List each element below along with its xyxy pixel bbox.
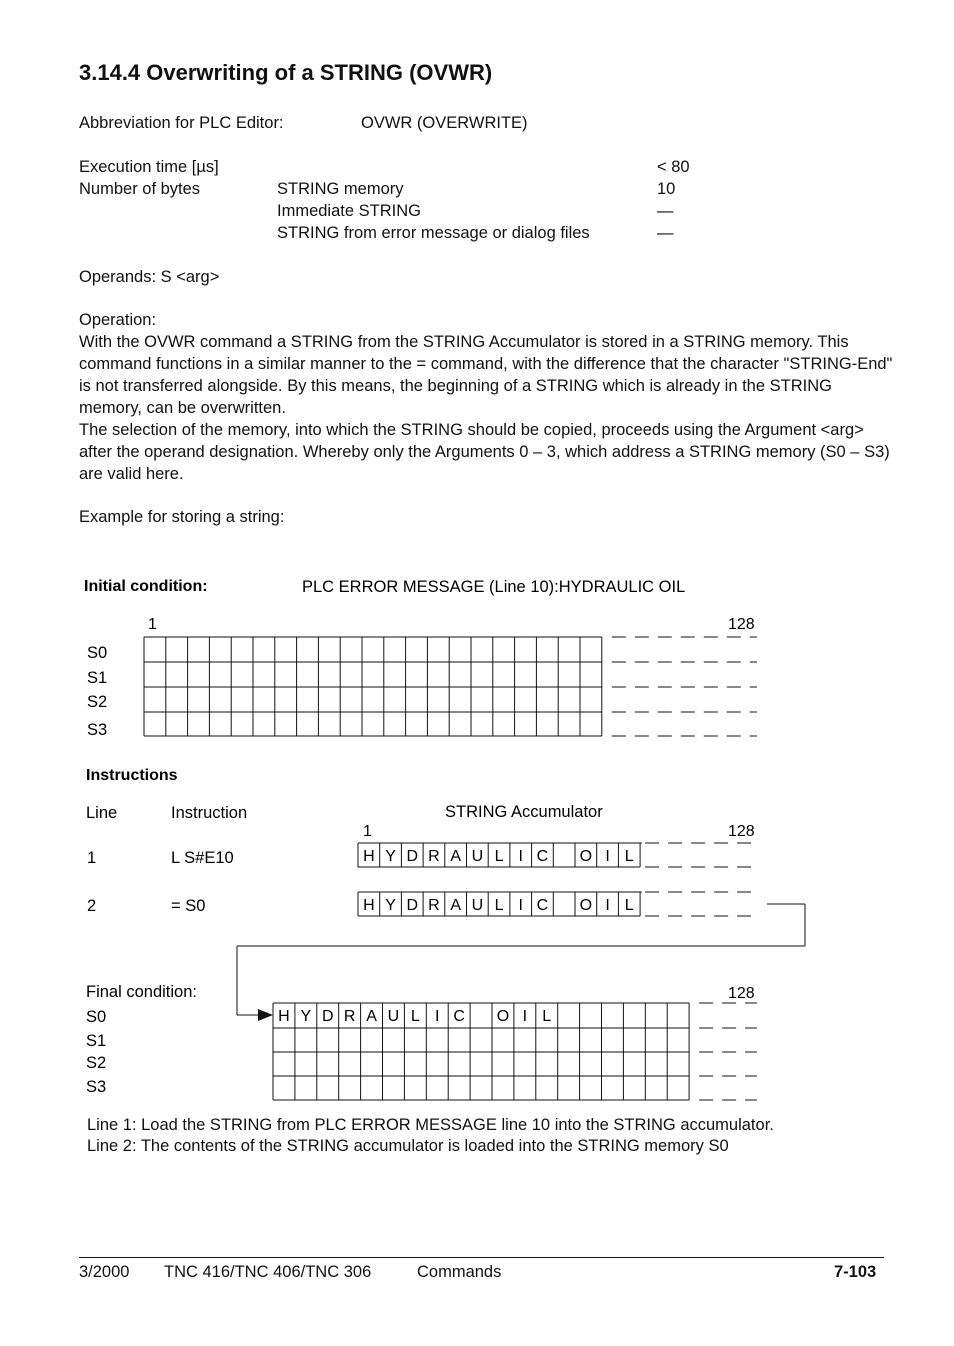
final-s0-character: R <box>343 1008 356 1025</box>
final-s0-character: O <box>496 1008 510 1025</box>
accumulator-character: C <box>536 897 549 914</box>
execution-time-value: < 80 <box>657 158 690 176</box>
final-row-label: S2 <box>86 1054 107 1072</box>
accumulator-start-index: 1 <box>363 823 372 840</box>
final-s0-character: A <box>366 1008 377 1025</box>
column-line-header: Line <box>86 804 118 822</box>
section-heading: 3.14.4 Overwriting of a STRING (OVWR) <box>79 60 493 85</box>
accumulator-label: STRING Accumulator <box>445 803 603 821</box>
bytes-row-name: STRING from error message or dialog files <box>277 224 590 242</box>
footer-rule <box>79 1257 884 1258</box>
instruction-line-number: 2 <box>87 897 97 915</box>
accumulator-character: D <box>406 848 419 865</box>
accumulator-character: L <box>624 897 634 914</box>
diagram-lines <box>144 637 805 1100</box>
initial-row-label: S3 <box>87 721 108 739</box>
initial-condition-label: Initial condition: <box>84 578 208 595</box>
accumulator-character: O <box>579 848 593 865</box>
accumulator-character: R <box>428 848 440 865</box>
initial-row-label: S2 <box>87 693 108 711</box>
final-s0-character: I <box>435 1008 440 1025</box>
operation-paragraph: With the OVWR command a STRING from the STRING Accumulator is stored in a STRING memory. This command functions in a similar manner to the = command, with the difference that the character "STRING-End" is not transferred alongside. By this means, the beginning of a STRING which is already in the STRING memory, can be overwritten. <box>79 333 893 417</box>
note-line-2: Line 2: The contents of the STRING accumulator is loaded into the STRING memory S0 <box>87 1137 729 1155</box>
note-line-1: Line 1: Load the STRING from PLC ERROR MESSAGE line 10 into the STRING accumulator. <box>87 1116 774 1134</box>
bytes-row-value: — <box>657 224 674 242</box>
accumulator-character: L <box>494 848 504 865</box>
bytes-row-value: — <box>657 202 674 220</box>
example-label: Example for storing a string: <box>79 508 285 526</box>
connector-arrowhead <box>258 1009 273 1021</box>
footer-models: TNC 416/TNC 406/TNC 306 <box>164 1263 372 1281</box>
footer-page-number: 7-103 <box>834 1263 877 1281</box>
accumulator-character: D <box>406 897 419 914</box>
footer-date: 3/2000 <box>79 1263 130 1281</box>
final-s0-character: Y <box>300 1008 312 1025</box>
final-row-label: S0 <box>86 1008 107 1026</box>
accumulator-character: H <box>363 897 375 914</box>
instructions-label: Instructions <box>86 767 178 784</box>
accumulator-character: H <box>363 848 375 865</box>
accumulator-character: O <box>579 897 593 914</box>
bytes-row-name: STRING memory <box>277 180 404 198</box>
accumulator-character: I <box>518 848 523 865</box>
accumulator-character: Y <box>385 897 396 914</box>
column-instruction-header: Instruction <box>171 804 248 822</box>
execution-time-label: Execution time [µs] <box>79 158 219 176</box>
operation-label: Operation: <box>79 311 157 329</box>
final-s0-character: I <box>522 1008 528 1025</box>
instruction-line-number: 1 <box>87 849 97 867</box>
bytes-label: Number of bytes <box>79 180 201 198</box>
final-end-index: 128 <box>728 985 755 1002</box>
accumulator-character: L <box>494 897 504 914</box>
abbreviation-value: OVWR (OVERWRITE) <box>361 114 528 132</box>
accumulator-character: A <box>450 897 461 914</box>
initial-start-index: 1 <box>148 616 157 633</box>
accumulator-character: I <box>518 897 523 914</box>
bytes-row-value: 10 <box>657 180 676 198</box>
initial-row-label: S0 <box>87 644 108 662</box>
abbreviation-label: Abbreviation for PLC Editor: <box>79 114 284 132</box>
bytes-row-name: Immediate STRING <box>277 202 421 220</box>
initial-message: PLC ERROR MESSAGE (Line 10):HYDRAULIC OIL <box>302 578 686 596</box>
accumulator-character: R <box>428 897 440 914</box>
accumulator-character: I <box>605 848 610 865</box>
accumulator-character: A <box>450 848 461 865</box>
final-s0-character: D <box>321 1008 334 1025</box>
final-s0-character: C <box>453 1008 465 1025</box>
final-row-label: S1 <box>86 1032 107 1050</box>
footer-section: Commands <box>417 1263 502 1281</box>
cell-characters <box>278 848 634 1025</box>
accumulator-character: Y <box>385 848 396 865</box>
accumulator-character: I <box>605 897 610 914</box>
final-s0-character: L <box>410 1008 420 1025</box>
final-s0-character: U <box>387 1008 400 1025</box>
final-condition-label: Final condition: <box>86 983 197 1001</box>
accumulator-character: U <box>471 848 484 865</box>
accumulator-character: C <box>536 848 549 865</box>
initial-row-label: S1 <box>87 669 108 687</box>
accumulator-character: L <box>624 848 634 865</box>
initial-end-index: 128 <box>728 616 755 633</box>
final-s0-character: H <box>278 1008 290 1025</box>
final-s0-character: L <box>542 1008 552 1025</box>
instruction-code: L S#E10 <box>171 849 234 867</box>
operands-text: Operands: S <arg> <box>79 268 220 286</box>
accumulator-character: U <box>471 897 484 914</box>
final-row-label: S3 <box>86 1078 107 1096</box>
instruction-code: = S0 <box>171 897 206 915</box>
selection-paragraph: The selection of the memory, into which the STRING should be copied, proceeds using the Argument <arg> after the operand designation. Whereby only the Arguments 0 – 3, which address a STRING memory (S0 – S3) are valid here. <box>79 421 890 483</box>
accumulator-end-index: 128 <box>728 823 755 840</box>
